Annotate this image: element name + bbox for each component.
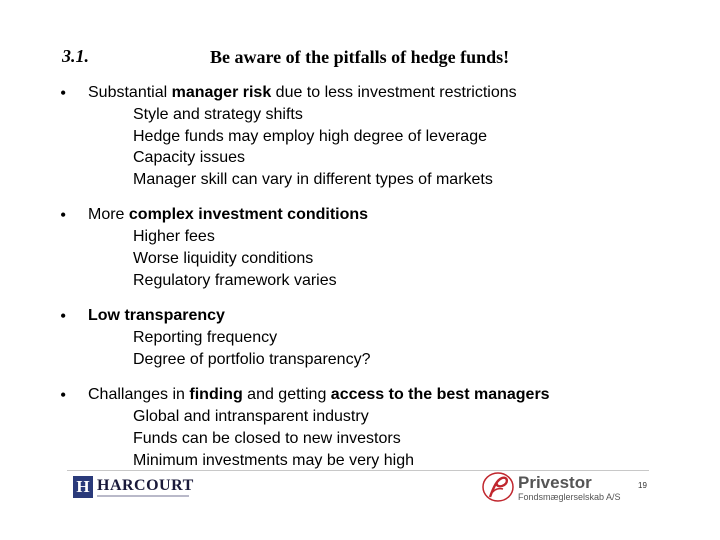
bullet-complex-conditions — [60, 204, 680, 291]
bullet-emphasis: finding — [189, 386, 243, 404]
sub-item: Funds can be closed to new investors — [133, 429, 401, 447]
bullet-text: Substantial — [88, 84, 172, 101]
sub-item: Hedge funds may employ high degree of leverage — [133, 127, 487, 145]
bullet-icon: • — [60, 205, 67, 226]
sub-item: Worse liquidity conditions — [133, 249, 314, 267]
bullet-icon: • — [60, 306, 67, 327]
slide-number: 3.1. — [62, 46, 89, 66]
privestor-subtitle: Fondsmæglerselskab A/S — [518, 492, 621, 502]
harcourt-tagline-rule — [97, 495, 189, 497]
sub-item: Manager skill can vary in different types of markets — [133, 170, 493, 188]
bullet-icon: • — [60, 83, 67, 103]
bullet-emphasis: manager risk — [171, 84, 272, 101]
bullet-heading — [60, 204, 680, 226]
bullet-access-managers — [60, 384, 680, 471]
sub-item: Capacity issues — [133, 149, 246, 167]
sub-item: Degree of portfolio transparency? — [133, 350, 371, 368]
page-number: 19 — [638, 481, 647, 490]
privestor-logo — [480, 470, 650, 504]
sub-item: Reporting frequency — [133, 329, 278, 347]
bullet-heading — [60, 384, 680, 406]
privestor-name: Privestor — [518, 473, 592, 492]
harcourt-mark-icon: H — [73, 476, 93, 498]
sub-item: Regulatory framework varies — [133, 271, 337, 289]
bullet-icon: • — [60, 385, 67, 406]
privestor-emblem-icon — [482, 472, 514, 502]
bullet-emphasis: Low transparency — [88, 307, 225, 325]
bullet-emphasis: access to the best managers — [330, 386, 550, 404]
sub-item: Global and intransparent industry — [133, 408, 369, 426]
bullet-emphasis: complex investment conditions — [128, 206, 369, 224]
bullet-text: due to less investment restrictions — [271, 84, 517, 101]
harcourt-wordmark: HARCOURT — [97, 477, 194, 494]
bullet-list — [60, 82, 680, 485]
sub-item: Higher fees — [133, 228, 215, 246]
bullet-manager-risk — [60, 82, 680, 190]
bullet-low-transparency — [60, 305, 680, 370]
bullet-text: Challanges in — [88, 386, 190, 404]
harcourt-logo — [73, 476, 194, 500]
bullet-text: More — [88, 206, 129, 224]
sub-item: Minimum investments may be very high — [133, 451, 414, 469]
bullet-text: and getting — [242, 386, 331, 404]
slide-title: Be aware of the pitfalls of hedge funds! — [210, 47, 510, 67]
sub-item: Style and strategy shifts — [133, 106, 303, 123]
bullet-heading — [60, 305, 680, 327]
bullet-heading — [60, 82, 680, 104]
